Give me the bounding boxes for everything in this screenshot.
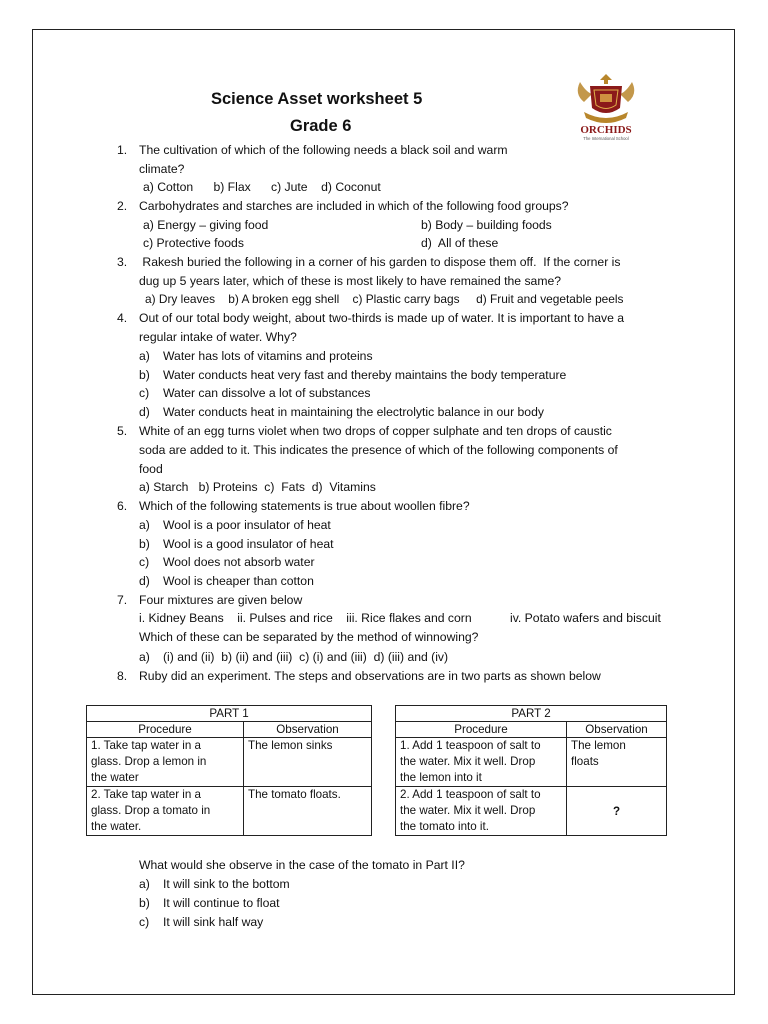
q2-option-d: d) All of these — [421, 236, 499, 250]
q4-option-a-letter: a) — [139, 349, 150, 363]
q2-option-b: b) Body – building foods — [421, 218, 552, 232]
q6-option-b-letter: b) — [139, 537, 150, 551]
part1-procedure-header: Procedure — [87, 722, 244, 738]
part1-row1-procedure-line2: glass. Drop a lemon in — [91, 755, 207, 768]
logo-tagline: The International School — [583, 136, 629, 141]
q3-options: a) Dry leaves b) A broken egg shell c) Plastic carry bags d) Fruit and vegetable peels — [145, 292, 624, 306]
part2-row1-procedure-line3: the lemon into it — [400, 771, 482, 784]
q2-option-a: a) Energy – giving food — [143, 218, 269, 232]
followup-option-c-text: It will sink half way — [163, 915, 264, 929]
q8-text-line1: Ruby did an experiment. The steps and observations are in two parts as shown below — [139, 669, 601, 683]
q7-answer-options: (i) and (ii) b) (ii) and (iii) c) (i) and (iii) d) (iii) and (iv) — [163, 650, 449, 664]
q4-option-c-letter: c) — [139, 386, 150, 400]
q7-number: 7. — [117, 593, 128, 607]
q6-option-b-text: Wool is a good insulator of heat — [163, 537, 334, 551]
q4-option-d-text: Water conducts heat in maintaining the electrolytic balance in our body — [163, 405, 544, 419]
q1-number: 1. — [117, 143, 128, 157]
part2-table — [395, 705, 667, 836]
q4-number: 4. — [117, 311, 128, 325]
q7-question: Which of these can be separated by the method of winnowing? — [139, 630, 479, 644]
part2-row1-observation-line2: floats — [571, 755, 599, 768]
q5-number: 5. — [117, 424, 128, 438]
q4-option-b-text: Water conducts heat very fast and thereby maintains the body temperature — [163, 368, 567, 382]
followup-option-c-letter: c) — [139, 915, 150, 929]
part1-title: PART 1 — [87, 706, 372, 722]
part2-row1-procedure-line2: the water. Mix it well. Drop — [400, 755, 536, 768]
part2-observation-header: Observation — [567, 722, 667, 738]
q3-text-line1: Rakesh buried the following in a corner of his garden to dispose them off. If the corner is — [139, 255, 621, 269]
worksheet-title: Science Asset worksheet 5 — [211, 90, 423, 108]
q3-number: 3. — [117, 255, 128, 269]
q6-number: 6. — [117, 499, 128, 513]
table-row — [87, 787, 372, 836]
q6-option-d-text: Wool is cheaper than cotton — [163, 574, 314, 588]
logo-name: ORCHIDS — [580, 124, 632, 136]
q6-option-a-letter: a) — [139, 518, 150, 532]
q5-text-line1: White of an egg turns violet when two drops of copper sulphate and ten drops of caustic — [139, 424, 612, 438]
crest-icon — [578, 74, 635, 123]
q4-option-a-text: Water has lots of vitamins and proteins — [163, 349, 373, 363]
q5-text-line3: food — [139, 462, 163, 476]
q7-mixture-iv: iv. Potato wafers and biscuit — [510, 611, 661, 625]
q6-option-d-letter: d) — [139, 574, 150, 588]
q4-option-c-text: Water can dissolve a lot of substances — [163, 386, 371, 400]
q2-number: 2. — [117, 199, 128, 213]
followup-option-a-letter: a) — [139, 877, 150, 891]
q3-text-line2: dug up 5 years later, which of these is most likely to have remained the same? — [139, 274, 562, 288]
part2-procedure-header: Procedure — [396, 722, 567, 738]
part1-row2-observation: The tomato floats. — [244, 787, 372, 836]
part2-row1-observation-line1: The lemon — [571, 739, 626, 752]
q2-option-c: c) Protective foods — [143, 236, 244, 250]
part1-row2-procedure-line3: the water. — [91, 820, 142, 833]
table-row — [87, 738, 372, 787]
part1-row2-procedure-line2: glass. Drop a tomato in — [91, 804, 211, 817]
q5-options: a) Starch b) Proteins c) Fats d) Vitamins — [139, 480, 376, 494]
q6-option-c-letter: c) — [139, 555, 150, 569]
part2-row1-procedure-line1: 1. Add 1 teaspoon of salt to — [400, 739, 541, 752]
q4-option-d-letter: d) — [139, 405, 150, 419]
part1-row1-procedure-line1: 1. Take tap water in a — [91, 739, 201, 752]
part1-observation-header: Observation — [244, 722, 372, 738]
part2-row2-procedure-line1: 2. Add 1 teaspoon of salt to — [400, 788, 541, 801]
followup-option-b-letter: b) — [139, 896, 150, 910]
part1-table — [86, 705, 372, 836]
q2-text-line1: Carbohydrates and starches are included in which of the following food groups? — [139, 199, 569, 213]
q4-text-line2: regular intake of water. Why? — [139, 330, 297, 344]
q4-option-b-letter: b) — [139, 368, 150, 382]
followup-option-b-text: It will continue to float — [163, 896, 280, 910]
table-row — [396, 738, 667, 787]
q6-text-line1: Which of the following statements is true about woollen fibre? — [139, 499, 470, 513]
q1-text-line2: climate? — [139, 162, 185, 176]
q8-number: 8. — [117, 669, 128, 683]
q7-text-line1: Four mixtures are given below — [139, 593, 303, 607]
part2-row2-observation: ? — [567, 787, 667, 836]
followup-option-a-text: It will sink to the bottom — [163, 877, 290, 891]
table-row — [396, 787, 667, 836]
followup-question: What would she observe in the case of the tomato in Part II? — [139, 858, 465, 872]
school-logo — [570, 72, 642, 142]
q6-option-a-text: Wool is a poor insulator of heat — [163, 518, 331, 532]
q4-text-line1: Out of our total body weight, about two-thirds is made up of water. It is important to have a — [139, 311, 625, 325]
q1-text-line1: The cultivation of which of the following needs a black soil and warm — [139, 143, 508, 157]
part1-row2-procedure-line1: 2. Take tap water in a — [91, 788, 201, 801]
part2-row2-procedure-line2: the water. Mix it well. Drop — [400, 804, 536, 817]
q1-options: a) Cotton b) Flax c) Jute d) Coconut — [143, 180, 381, 194]
q6-option-c-text: Wool does not absorb water — [163, 555, 315, 569]
q5-text-line2: soda are added to it. This indicates the presence of which of the following components of — [139, 443, 618, 457]
part1-row1-procedure-line3: the water — [91, 771, 139, 784]
part2-title: PART 2 — [396, 706, 667, 722]
q7-answer-letter: a) — [139, 650, 150, 664]
part1-row1-observation: The lemon sinks — [244, 738, 372, 787]
q7-mixtures-i-iii: i. Kidney Beans ii. Pulses and rice iii. Rice flakes and corn — [139, 611, 472, 625]
part2-row2-procedure-line3: the tomato into it. — [400, 820, 489, 833]
grade-heading: Grade 6 — [290, 117, 352, 135]
